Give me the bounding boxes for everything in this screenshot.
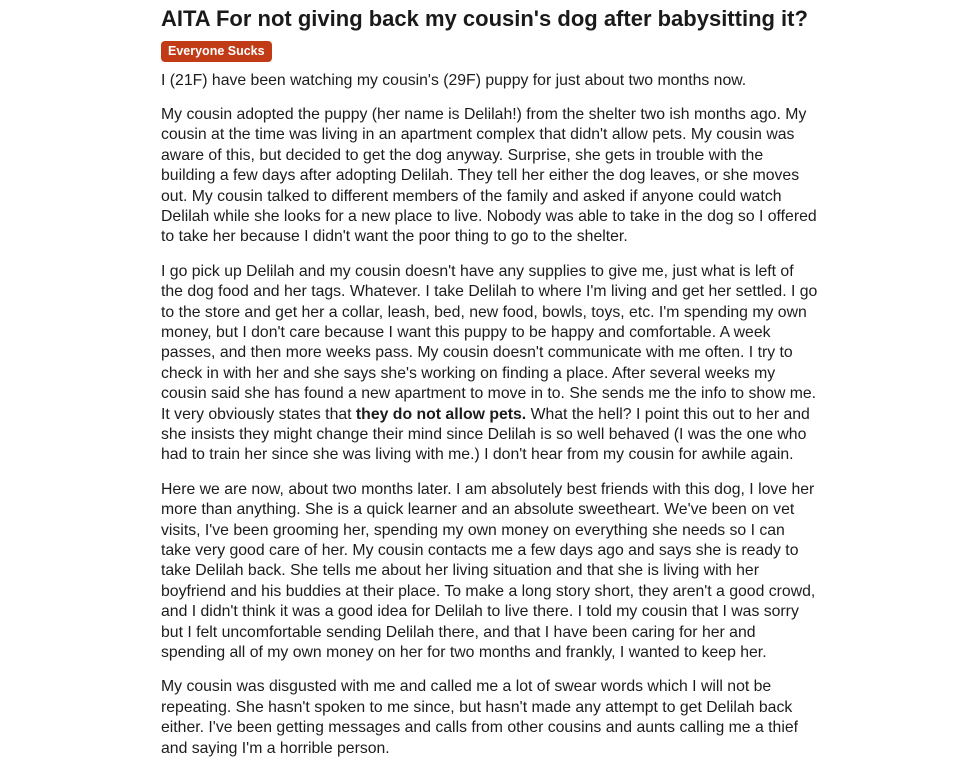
post-paragraph-4: Here we are now, about two months later. I am absolutely best friends with this dog, I love her more than anything. She is a quick learner and an absolute sweetheart. We've been on vet visits, I've been grooming her, spending my own money on everything she needs so I can take very good care of her. My cousin contacts me a few days ago and says she is ready to take Delilah back. She tells me about her living situation and that she is living with her boyfriend and his buddies at their place. To make a long story short, they aren't a good crowd, and I didn't think it was a good idea for Delilah to live there. I told my cousin that I was sorry but I felt uncomfortable sending Delilah there, and that I have been caring for her and spending all of my own money on her for two months and frankly, I wanted to keep her.	[161, 480, 819, 664]
post-paragraph-3	[161, 262, 819, 466]
post-paragraph-1: I (21F) have been watching my cousin's (29F) puppy for just about two months now.	[161, 71, 819, 91]
post-paragraph-5: My cousin was disgusted with me and called me a lot of swear words which I will not be repeating. She hasn't spoken to me since, but hasn't made any attempt to get Delilah back either. I've been getting messages and calls from other cousins and aunts calling me a thief and saying I'm a horrible person.	[161, 677, 819, 759]
post-title: AITA For not giving back my cousin's dog after babysitting it?	[161, 5, 819, 32]
post-body	[161, 71, 819, 759]
post-paragraph-2: My cousin adopted the puppy (her name is Delilah!) from the shelter two ish months ago. My cousin at the time was living in an apartment complex that didn't allow pets. My cousin was aware of this, but decided to get the dog anyway. Surprise, she gets in trouble with the building a few days after adopting Delilah. They tell her either the dog leaves, or she moves out. My cousin talked to different members of the family and asked if anyone could watch Delilah while she looks for a new place to live. Nobody was able to take in the dog so I offered to take her because I didn't want the poor thing to go to the shelter.	[161, 105, 819, 248]
paragraph-3-text-after: What the hell? I point this out to her and she insists they might change their mind since Delilah is so well behaved (I was the one who had to train her since she was living with me.) I don't hear from my cousin for awhile again.	[161, 406, 810, 464]
paragraph-3-bold-emphasis: they do not allow pets.	[356, 406, 526, 423]
paragraph-3-text-before: I go pick up Delilah and my cousin doesn't have any supplies to give me, just what is left of the dog food and her tags. Whatever. I take Delilah to where I'm living and get her settled. I go to the store and get her a collar, leash, bed, new food, bowls, toys, etc. I'm spending my own money, but I don't care because I want this puppy to be happy and comfortable. A week passes, and then more weeks pass. My cousin doesn't communicate with me often. I try to check in with her and she says she's working on finding a place. After several weeks my cousin said she has found a new apartment to move in to. She sends me the info to show me. It very obviously states that	[161, 263, 817, 423]
post-container	[161, 0, 819, 759]
post-flair-badge[interactable]: Everyone Sucks	[161, 41, 272, 62]
